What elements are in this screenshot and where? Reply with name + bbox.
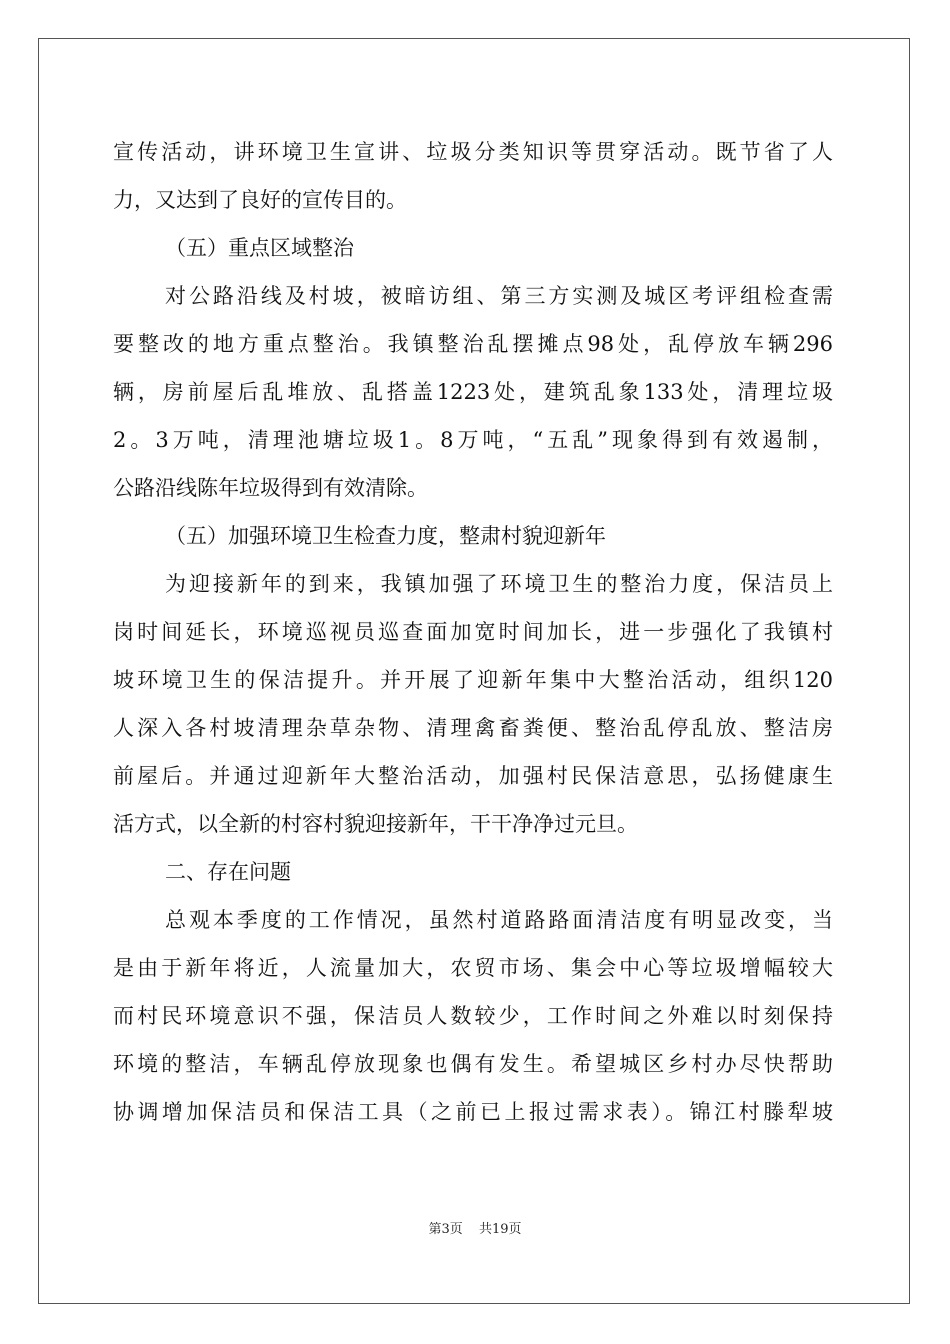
page-number: 第3页 [428, 1222, 463, 1237]
document-body [113, 128, 833, 1136]
text-line: 力，又达到了良好的宣传目的。 [113, 188, 407, 212]
text-line: 对公路沿线及村坡，被暗访组、第三方实测及城区考评组检查需 [165, 284, 833, 308]
text-line: 总观本季度的工作情况，虽然村道路路面清洁度有明显改变，当 [165, 908, 833, 932]
text-line: （五）加强环境卫生检查力度，整肃村貌迎新年 [165, 524, 606, 548]
text-line: （五）重点区域整治 [165, 236, 354, 260]
text-line: 公路沿线陈年垃圾得到有效清除。 [113, 476, 428, 500]
text-line: 2。3万吨，清理池塘垃圾1。8万吨，“五乱”现象得到有效遏制， [113, 428, 833, 452]
text-line: 宣传活动，讲环境卫生宣讲、垃圾分类知识等贯穿活动。既节省了人 [113, 140, 833, 164]
page-footer [0, 1218, 950, 1237]
text-line: 岗时间延长，环境巡视员巡查面加宽时间加长，进一步强化了我镇村 [113, 620, 833, 644]
text-line: 环境的整洁，车辆乱停放现象也偶有发生。希望城区乡村办尽快帮助 [113, 1052, 833, 1076]
page-total: 共19页 [478, 1222, 522, 1237]
text-line: 协调增加保洁员和保洁工具（之前已上报过需求表）。锦江村滕犁坡 [113, 1100, 833, 1124]
text-line: 为迎接新年的到来，我镇加强了环境卫生的整治力度，保洁员上 [165, 572, 833, 596]
text-line: 是由于新年将近，人流量加大，农贸市场、集会中心等垃圾增幅较大 [113, 956, 833, 980]
text-line: 人深入各村坡清理杂草杂物、清理禽畜粪便、整治乱停乱放、整洁房 [113, 716, 833, 740]
text-line: 而村民环境意识不强，保洁员人数较少，工作时间之外难以时刻保持 [113, 1004, 833, 1028]
text-line: 坡环境卫生的保洁提升。并开展了迎新年集中大整治活动，组织120 [113, 668, 833, 692]
text-line: 前屋后。并通过迎新年大整治活动，加强村民保洁意思，弘扬健康生 [113, 764, 833, 788]
text-line: 二、存在问题 [165, 860, 291, 884]
text-line: 辆，房前屋后乱堆放、乱搭盖1223处，建筑乱象133处，清理垃圾 [113, 380, 833, 404]
text-line: 要整改的地方重点整治。我镇整治乱摆摊点98处，乱停放车辆296 [113, 332, 833, 356]
text-line: 活方式，以全新的村容村貌迎接新年，干干净净过元旦。 [113, 812, 638, 836]
